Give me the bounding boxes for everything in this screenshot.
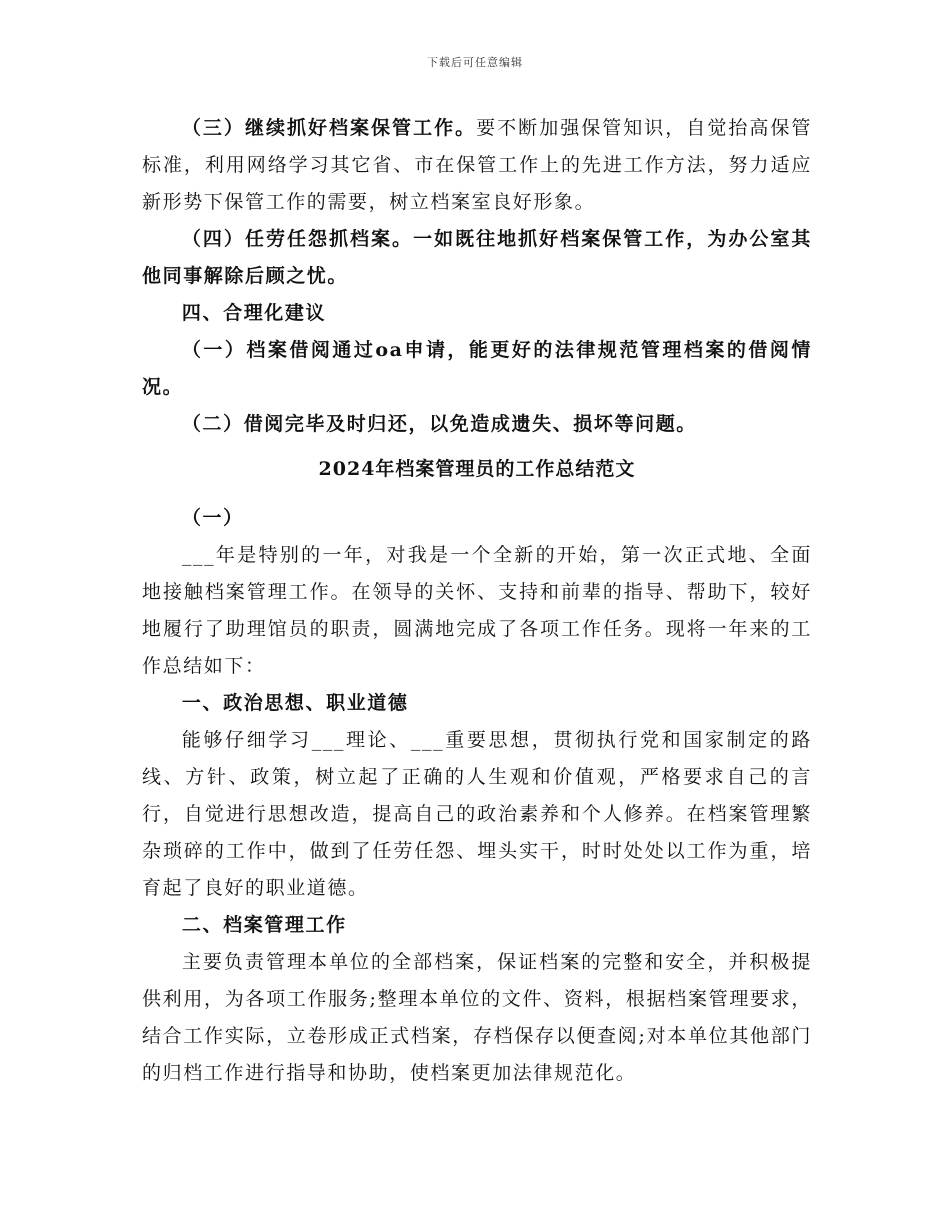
heading-archive-management: 二、档案管理工作: [181, 914, 347, 936]
section-number: （一）: [181, 507, 244, 529]
suggestion-1: （一）档案借阅通过oa申请，能更好的法律规范管理档案的借阅情况。: [142, 339, 812, 398]
document-body: [142, 110, 812, 1092]
document-title: 2024年档案管理员的工作总结范文: [318, 458, 636, 480]
paragraph-keep-archives-heading: （三）继续抓好档案保管工作。: [181, 117, 477, 139]
paragraph-keep-archives-text: 要不断加强保管知识，自觉抬高保管标准，利用网络学习其它省、市在保管工作上的先进工作方法，努力适应新形势下保管工作的需要，树立档案室良好形象。: [142, 117, 812, 213]
suggestion-2: （二）借阅完毕及时归还，以免造成遗失、损坏等问题。: [181, 413, 697, 435]
header-note: 下载后可任意编辑: [427, 56, 523, 69]
paragraph-diligent-work: （四）任劳任怨抓档案。一如既往地抓好档案保管工作，为办公室其他同事解除后顾之忧。: [142, 228, 812, 287]
paragraph-intro: ___年是特别的一年，对我是一个全新的开始，第一次正式地、全面地接触档案管理工作。在领导的关怀、支持和前辈的指导、帮助下，较好地履行了助理馆员的职责，圆满地完成了各项工作任务。现将一年来的工作总结如下：: [142, 544, 812, 677]
paragraph-archive-management: 主要负责管理本单位的全部档案，保证档案的完整和安全，并积极提供利用，为各项工作服务;整理本单位的文件、资料，根据档案管理要求，结合工作实际，立卷形成正式档案，存档保存以便查阅;对本单位其他部门的归档工作进行指导和协助，使档案更加法律规范化。: [142, 951, 812, 1084]
paragraph-political-ethics: 能够仔细学习___理论、___重要思想，贯彻执行党和国家制定的路线、方针、政策，树立起了正确的人生观和价值观，严格要求自己的言行，自觉进行思想改造，提高自己的政治素养和个人修养。在档案管理繁杂琐碎的工作中，做到了任劳任怨、埋头实干，时时处处以工作为重，培育起了良好的职业道德。: [142, 729, 812, 899]
heading-political-ethics: 一、政治思想、职业道德: [181, 692, 409, 714]
heading-suggestions: 四、合理化建议: [181, 302, 327, 324]
paragraph-keep-archives: [142, 110, 812, 221]
